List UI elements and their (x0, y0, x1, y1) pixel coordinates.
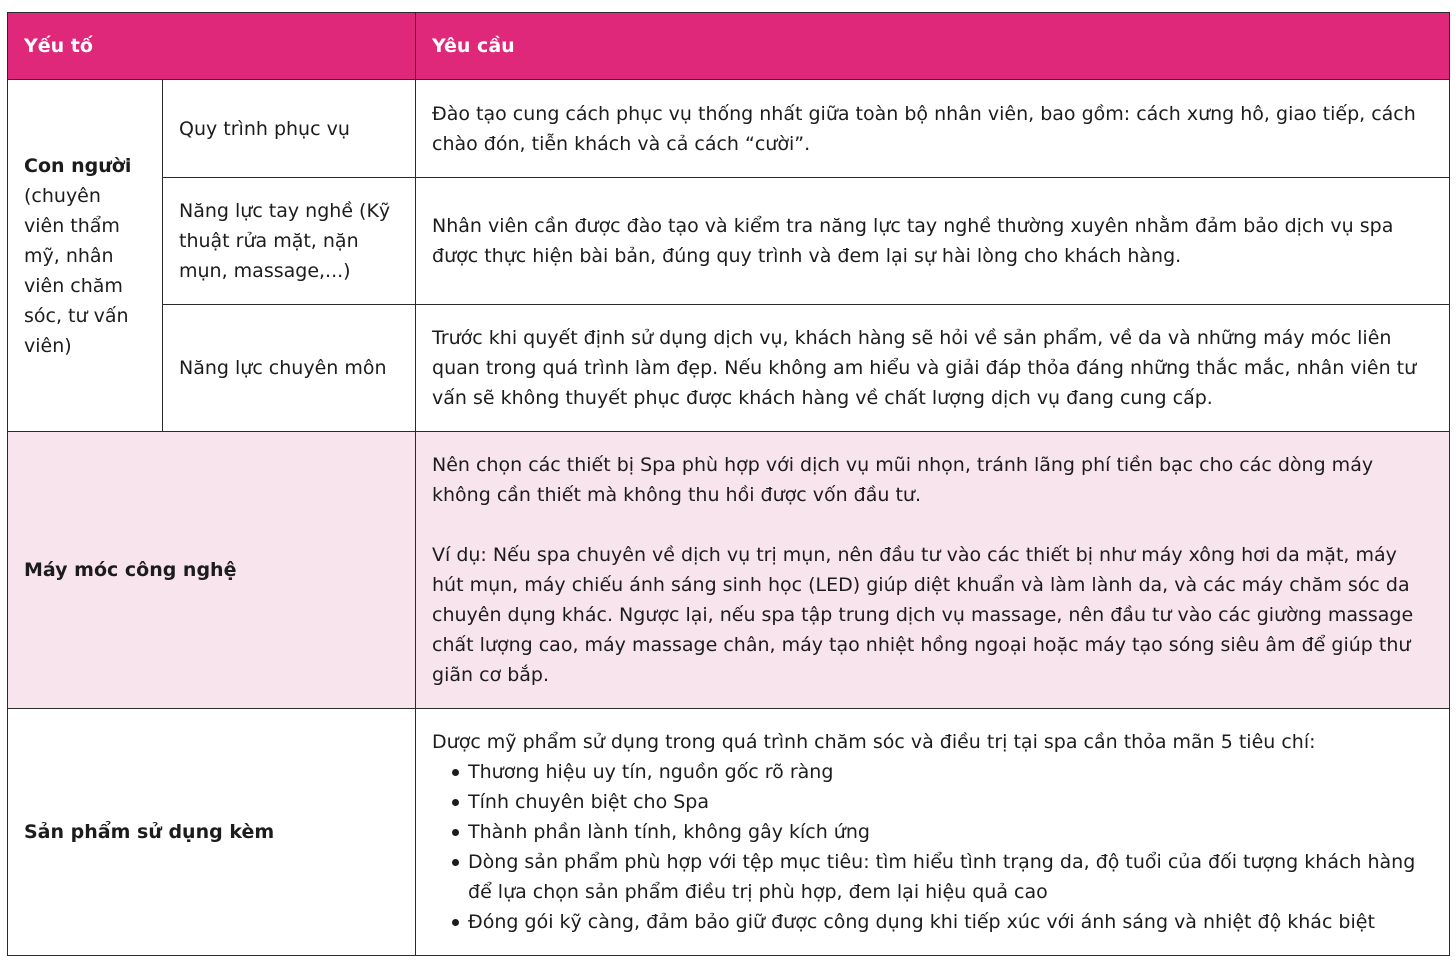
list-item (452, 907, 1433, 937)
spa-requirements-table (7, 12, 1450, 956)
expertise-requirement: Trước khi quyết định sử dụng dịch vụ, khách hàng sẽ hỏi về sản phẩm, về da và những máy móc liên quan trong quá trình làm đẹp. Nếu không am hiểu và giải đáp thỏa đáng những thắc mắc, nhân viên tư vấn sẽ không thuyết phục được khách hàng về chất lượng dịch vụ đang cung cấp. (416, 305, 1450, 432)
list-item (452, 847, 1433, 907)
machines-paragraph-2: Ví dụ: Nếu spa chuyên về dịch vụ trị mụn, nên đầu tư vào các thiết bị như máy xông hơi da mặt, máy hút mụn, máy chiếu ánh sáng sinh học (LED) giúp diệt khuẩn và làm lành da, và các máy chăm sóc da chuyên dụng khác. Ngược lại, nếu spa tập trung dịch vụ massage, nên đầu tư vào các giường massage chất lượng cao, máy massage chân, máy tạo nhiệt hồng ngoại hoặc máy tạo sóng siêu âm để giúp thư giãn cơ bắp. (432, 544, 1414, 686)
bullet-icon (452, 919, 459, 926)
people-group-cell (8, 80, 163, 432)
machines-factor: Máy móc công nghệ (8, 432, 416, 709)
criterion-text: Tính chuyên biệt cho Spa (468, 791, 710, 813)
list-item (452, 817, 1433, 847)
list-item (452, 757, 1433, 787)
criterion-text: Dòng sản phẩm phù hợp với tệp mục tiêu: tìm hiểu tình trạng da, độ tuổi của đối tượng khách hàng để lựa chọn sản phẩm điều trị phù hợp, đem lại hiệu quả cao (468, 851, 1416, 903)
table-row (8, 305, 1450, 432)
skill-requirement: Nhân viên cần được đào tạo và kiểm tra năng lực tay nghề thường xuyên nhằm đảm bảo dịch vụ spa được thực hiện bài bản, đúng quy trình và đem lại sự hài lòng cho khách hàng. (416, 178, 1450, 305)
bullet-icon (452, 769, 459, 776)
header-factor: Yếu tố (8, 13, 416, 80)
skill-factor: Năng lực tay nghề (Kỹ thuật rửa mặt, nặn mụn, massage,...) (163, 178, 416, 305)
people-title: Con người (24, 154, 132, 177)
products-intro: Dược mỹ phẩm sử dụng trong quá trình chăm sóc và điều trị tại spa cần thỏa mãn 5 tiêu chí: (432, 731, 1316, 753)
expertise-factor: Năng lực chuyên môn (163, 305, 416, 432)
header-requirement: Yêu cầu (416, 13, 1450, 80)
service-process-requirement: Đào tạo cung cách phục vụ thống nhất giữa toàn bộ nhân viên, bao gồm: cách xưng hô, giao tiếp, cách chào đón, tiễn khách và cả cách “cười”. (416, 80, 1450, 178)
people-subtitle: (chuyên viên thẩm mỹ, nhân viên chăm sóc, tư vấn viên) (24, 184, 129, 357)
table-row (8, 432, 1450, 709)
products-factor: Sản phẩm sử dụng kèm (8, 709, 416, 956)
bullet-icon (452, 829, 459, 836)
paragraph-spacer (432, 510, 1433, 540)
machines-requirement (416, 432, 1450, 709)
table-row (8, 80, 1450, 178)
table-row (8, 178, 1450, 305)
bullet-icon (452, 859, 459, 866)
service-process-factor: Quy trình phục vụ (163, 80, 416, 178)
bullet-icon (452, 799, 459, 806)
criteria-list (432, 757, 1433, 937)
machines-paragraph-1: Nên chọn các thiết bị Spa phù hợp với dịch vụ mũi nhọn, tránh lãng phí tiền bạc cho các dòng máy không cần thiết mà không thu hồi được vốn đầu tư. (432, 454, 1374, 506)
criterion-text: Thương hiệu uy tín, nguồn gốc rõ ràng (468, 761, 834, 783)
list-item (452, 787, 1433, 817)
criterion-text: Đóng gói kỹ càng, đảm bảo giữ được công dụng khi tiếp xúc với ánh sáng và nhiệt độ khác biệt (468, 911, 1375, 933)
criterion-text: Thành phần lành tính, không gây kích ứng (468, 821, 870, 843)
products-requirement (416, 709, 1450, 956)
table-row (8, 709, 1450, 956)
